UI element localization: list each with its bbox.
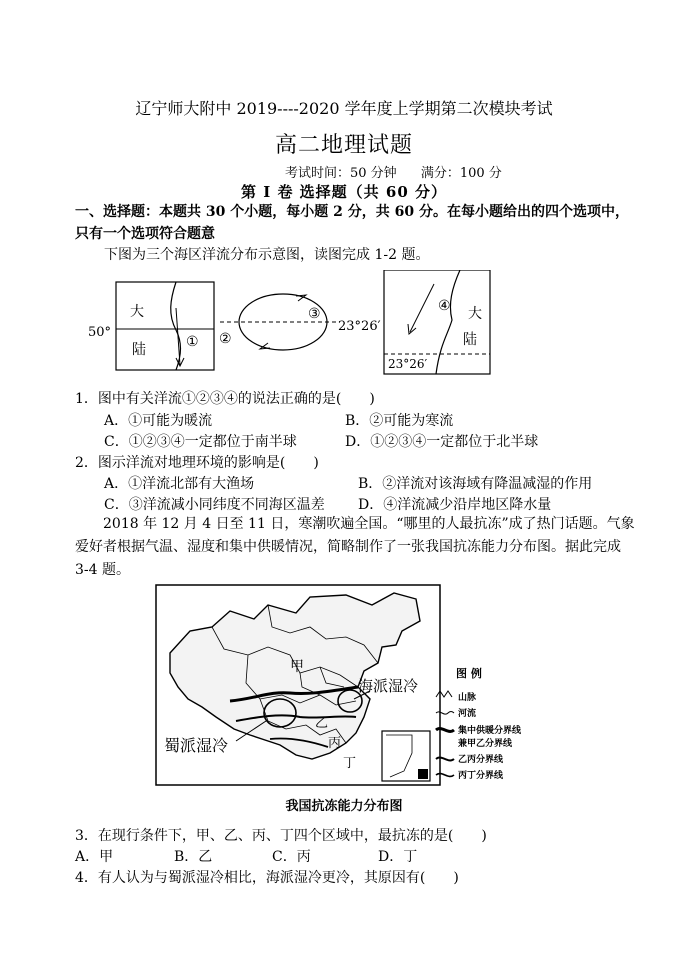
- full-score: 满分：100 分: [420, 166, 502, 181]
- exam-meta: [285, 162, 522, 181]
- current-1-arrow: [176, 308, 180, 365]
- question-3-option-a: A．甲: [75, 849, 114, 865]
- right-land-top: 大: [468, 306, 482, 322]
- question-2-stem: 2．图示洋流对地理环境的影响是( ): [75, 455, 319, 471]
- left-lat-label: 50°: [88, 325, 112, 340]
- left-land-top: 大: [130, 304, 144, 320]
- right-land-bottom: 陆: [463, 332, 477, 348]
- svg-text:集中供暖分界线: 集中供暖分界线: [458, 726, 522, 736]
- svg-text:丙丁分界线: 丙丁分界线: [458, 771, 504, 781]
- legend-item-mountain: [436, 691, 477, 703]
- current-4-arrow: [410, 284, 434, 332]
- question-1-option-b: B．②可能为寒流: [345, 413, 454, 429]
- question-2-option-d: D．④洋流减少沿岸地区降水量: [358, 497, 552, 513]
- question-2-option-c: C．③洋流减小同纬度不同海区温差: [104, 497, 325, 513]
- label-shupai: 蜀派湿冷: [164, 736, 229, 755]
- figure1-intro: 下图为三个海区洋流分布示意图，读图完成 1-2 题。: [104, 247, 430, 263]
- map-caption: 我国抗冻能力分布图: [285, 799, 403, 814]
- svg-text:河流: 河流: [458, 709, 477, 719]
- label-yi: 乙: [315, 716, 329, 731]
- subject-title: 高二地理试题: [274, 133, 413, 158]
- exam-title: 辽宁师大附中 2019----2020 学年度上学期第二次模块考试: [135, 99, 553, 118]
- svg-text:山脉: 山脉: [458, 693, 477, 703]
- question-1-option-a: A．①可能为暖流: [104, 413, 213, 429]
- mid-lat-label: 23°26′: [338, 319, 381, 334]
- question-3-option-d: D．丁: [378, 849, 418, 865]
- legend-title: 图 例: [456, 667, 482, 680]
- label-ding: 丁: [343, 756, 357, 771]
- label-haipai: 海派湿冷: [358, 677, 419, 695]
- right-coastline: [436, 270, 460, 374]
- question-3-stem: 3．在现行条件下，甲、乙、丙、丁四个区域中，最抗冻的是( ): [75, 828, 487, 844]
- current-2-label: ②: [219, 331, 232, 347]
- question-3-option-b: B．乙: [174, 849, 213, 865]
- ocean-current-figure: [0, 270, 688, 380]
- legend-item-river: [436, 707, 476, 719]
- instructions: 一、选择题：本题共 30 个小题，每小题 2 分，共 60 分。在每小题给出的四个选项中，只有一个选项符合题意: [75, 204, 629, 242]
- label-jia: 甲: [290, 659, 304, 675]
- legend-item-heating-line: [436, 724, 522, 736]
- exam-time: 考试时间：50 分钟: [285, 166, 397, 181]
- svg-text:乙丙分界线: 乙丙分界线: [458, 755, 504, 765]
- label-bing: 丙: [328, 736, 342, 751]
- china-cold-resistance-map: [150, 583, 540, 788]
- question-2-option-b: B．②洋流对该海域有降温减湿的作用: [358, 476, 593, 492]
- legend-item-jia-yi-line: [458, 737, 513, 749]
- question-1-stem: 1．图中有关洋流①②③④的说法正确的是( ): [75, 391, 375, 407]
- current-4-label: ④: [438, 298, 451, 314]
- section-title: 第 Ⅰ 卷 选择题（共 60 分）: [240, 183, 447, 201]
- passage-3-4: 2018 年 12 月 4 日至 11 日，寒潮吹遍全国。“哪里的人最抗冻”成了热门话题。气象爱好者根据气温、湿度和集中供暖情况，简略制作了一张我国抗冻能力分布图。据此完成 3-4 题。: [75, 516, 635, 578]
- legend-item-bing-ding-line: [436, 769, 504, 781]
- question-2-option-a: A．①洋流北部有大渔场: [104, 476, 255, 492]
- current-1-label: ①: [186, 334, 199, 350]
- legend-item-yi-bing-line: [436, 753, 504, 765]
- left-panel-frame: [116, 282, 214, 370]
- question-4-stem: 4．有人认为与蜀派湿冷相比，海派湿冷更冷，其原因有( ): [75, 870, 459, 886]
- right-lat-label: 23°26′: [388, 357, 428, 371]
- inset-marker: [418, 769, 428, 779]
- question-1-option-c: C．①②③④一定都位于南半球: [104, 434, 297, 450]
- left-land-bottom: 陆: [132, 342, 146, 358]
- question-3-option-c: C．丙: [272, 849, 311, 865]
- current-3-label: ③: [308, 306, 321, 322]
- question-1-option-d: D．①②③④一定都位于北半球: [345, 434, 539, 450]
- svg-text:兼甲乙分界线: 兼甲乙分界线: [458, 739, 513, 749]
